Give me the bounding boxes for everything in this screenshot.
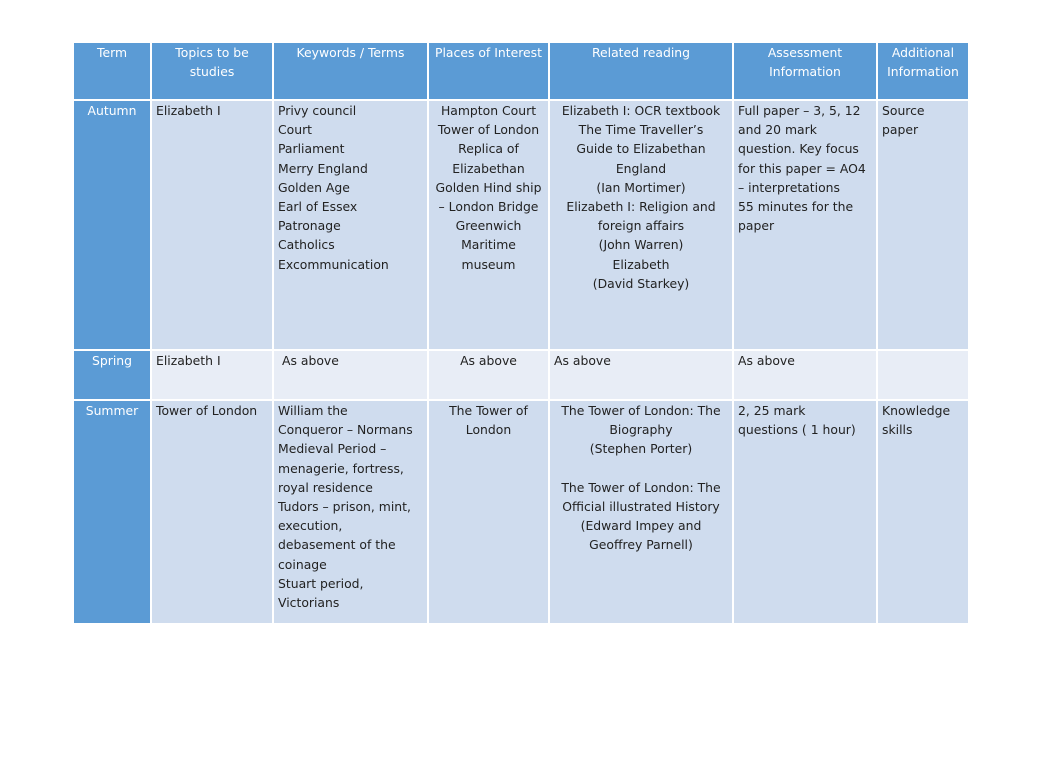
- cell-line: Tudors – prison, mint,: [278, 499, 411, 515]
- assessment-cell-autumn: [733, 100, 877, 350]
- header-assessment: Assessment Information: [733, 42, 877, 100]
- assessment-cell-summer: [733, 400, 877, 624]
- header-places: Places of Interest: [428, 42, 549, 100]
- cell-line: menagerie, fortress,: [278, 460, 404, 476]
- cell-line: questions ( 1 hour): [738, 422, 856, 438]
- cell-line: Stuart period,: [278, 575, 364, 591]
- cell-line: – London Bridge: [438, 199, 539, 215]
- cell-line: Geoffrey Parnell): [589, 537, 693, 553]
- reading-entry-tower-official-history: [554, 478, 728, 555]
- cell-line: England: [615, 160, 667, 176]
- reading-cell-summer: [549, 400, 733, 624]
- cell-line: Guide to Elizabethan: [576, 141, 706, 157]
- reading-spacer: [554, 459, 728, 478]
- cell-line: Parliament: [278, 141, 345, 157]
- cell-line: (Stephen Porter): [589, 441, 693, 457]
- cell-line: Medieval Period –: [278, 441, 387, 457]
- cell-line: Privy council: [278, 103, 357, 118]
- cell-line: 2, 25 mark: [738, 403, 806, 418]
- cell-line: Knowledge: [882, 403, 951, 418]
- cell-line: Hampton Court: [440, 103, 537, 118]
- additional-cell-spring: [877, 350, 969, 400]
- topic-cell-autumn: Elizabeth I: [151, 100, 273, 350]
- keywords-cell-summer: [273, 400, 428, 624]
- header-additional: Additional Information: [877, 42, 969, 100]
- term-cell-autumn: Autumn: [73, 100, 151, 350]
- cell-line: – interpretations: [738, 179, 840, 195]
- cell-line: Victorians: [278, 595, 340, 611]
- table-row-summer: [73, 400, 969, 624]
- header-topics: Topics to be studies: [151, 42, 273, 100]
- cell-line: Replica of: [458, 141, 519, 157]
- cell-line: Golden Age: [278, 179, 350, 195]
- cell-line: paper: [738, 218, 775, 234]
- cell-line: Maritime: [461, 237, 516, 253]
- reading-cell-spring: As above: [549, 350, 733, 400]
- cell-line: Elizabethan: [452, 160, 525, 176]
- cell-line: Catholics: [278, 237, 335, 253]
- scheme-of-work-table: [72, 41, 970, 625]
- cell-line: The Time Traveller’s: [578, 122, 704, 138]
- keywords-cell-spring: As above: [273, 350, 428, 400]
- cell-line: William the: [278, 403, 348, 418]
- cell-line: The Tower of London: The: [561, 479, 721, 495]
- cell-line: skills: [882, 422, 913, 438]
- additional-cell-summer: [877, 400, 969, 624]
- header-row: [73, 42, 969, 100]
- cell-line: Full paper – 3, 5, 12: [738, 103, 861, 118]
- topic-cell-summer: Tower of London: [151, 400, 273, 624]
- cell-line: London: [465, 422, 512, 438]
- term-cell-spring: Spring: [73, 350, 151, 400]
- cell-line: Elizabeth I: Religion and: [566, 199, 716, 215]
- assessment-cell-spring: As above: [733, 350, 877, 400]
- cell-line: Earl of Essex: [278, 199, 358, 215]
- cell-line: The Tower of London: The: [561, 403, 721, 418]
- header-reading: Related reading: [549, 42, 733, 100]
- cell-line: Tower of London: [437, 122, 540, 138]
- cell-line: Official illustrated History: [562, 498, 720, 514]
- cell-line: foreign affairs: [597, 218, 685, 234]
- cell-line: Court: [278, 122, 313, 138]
- cell-line: Merry England: [278, 160, 368, 176]
- topic-cell-spring: Elizabeth I: [151, 350, 273, 400]
- cell-line: and 20 mark: [738, 122, 817, 138]
- cell-line: Source: [882, 103, 925, 118]
- cell-line: (Ian Mortimer): [596, 179, 686, 195]
- cell-line: paper: [882, 122, 919, 138]
- places-cell-autumn: [428, 100, 549, 350]
- cell-line: (David Starkey): [592, 275, 690, 291]
- reading-entry-tower-biography: [554, 401, 728, 459]
- cell-line: coinage: [278, 556, 327, 572]
- cell-line: The Tower of: [449, 403, 528, 418]
- cell-line: (John Warren): [598, 237, 684, 253]
- cell-line: Patronage: [278, 218, 341, 234]
- header-term: Term: [73, 42, 151, 100]
- table-row-spring: [73, 350, 969, 400]
- keywords-cell-autumn: [273, 100, 428, 350]
- cell-line: 55 minutes for the: [738, 199, 854, 215]
- places-cell-spring: As above: [428, 350, 549, 400]
- cell-line: Greenwich: [455, 218, 522, 234]
- cell-line: (Edward Impey and: [580, 518, 702, 534]
- cell-line: Excommunication: [278, 256, 389, 272]
- places-cell-summer: [428, 400, 549, 624]
- table-row-autumn: [73, 100, 969, 350]
- cell-line: Conqueror – Normans: [278, 422, 413, 438]
- cell-line: royal residence: [278, 479, 373, 495]
- additional-cell-autumn: [877, 100, 969, 350]
- reading-cell-autumn: [549, 100, 733, 350]
- cell-line: museum: [461, 256, 516, 272]
- cell-line: Elizabeth: [612, 256, 670, 272]
- header-keywords: Keywords / Terms: [273, 42, 428, 100]
- cell-line: Elizabeth I: OCR textbook: [561, 103, 721, 118]
- cell-line: execution,: [278, 518, 343, 534]
- cell-line: question. Key focus: [738, 141, 859, 157]
- cell-line: Golden Hind ship: [435, 179, 542, 195]
- cell-line: for this paper = AO4: [738, 160, 866, 176]
- cell-line: Biography: [609, 422, 673, 438]
- cell-line: debasement of the: [278, 537, 396, 553]
- term-cell-summer: Summer: [73, 400, 151, 624]
